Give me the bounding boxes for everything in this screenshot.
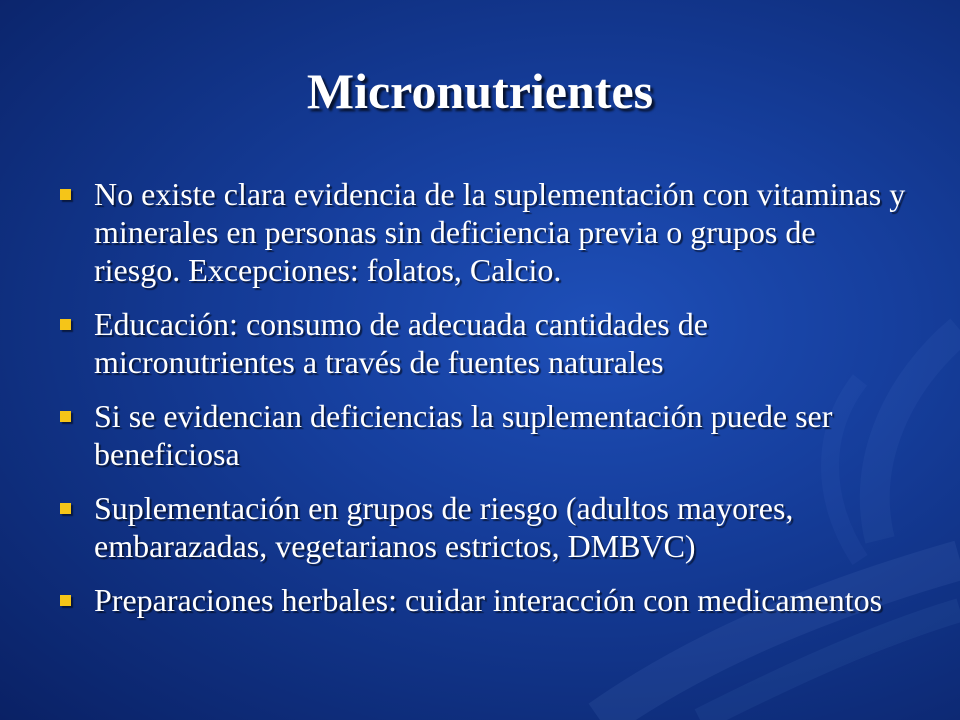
bullet-item	[58, 175, 908, 289]
bullet-text: Si se evidencian deficiencias la suplementación puede ser beneficiosa	[94, 398, 833, 472]
bullet-text: Educación: consumo de adecuada cantidades de micronutrientes a través de fuentes naturales	[94, 306, 708, 380]
square-bullet-icon	[60, 503, 71, 514]
bullet-item	[58, 305, 908, 381]
bullet-list	[58, 175, 908, 635]
square-bullet-icon	[60, 189, 71, 200]
bullet-text: Suplementación en grupos de riesgo (adultos mayores, embarazadas, vegetarianos estrictos, DMBVC)	[94, 490, 794, 564]
square-bullet-icon	[60, 319, 71, 330]
square-bullet-icon	[60, 411, 71, 422]
bullet-item	[58, 397, 908, 473]
bullet-text: Preparaciones herbales: cuidar interacción con medicamentos	[94, 582, 883, 618]
square-bullet-icon	[60, 595, 71, 606]
bullet-item	[58, 489, 908, 565]
bullet-item	[58, 581, 908, 619]
bullet-text: No existe clara evidencia de la suplementación con vitaminas y minerales en personas sin deficiencia previa o grupos de riesgo. Excepciones: folatos, Calcio.	[94, 176, 906, 288]
slide-title: Micronutrientes	[306, 63, 654, 119]
